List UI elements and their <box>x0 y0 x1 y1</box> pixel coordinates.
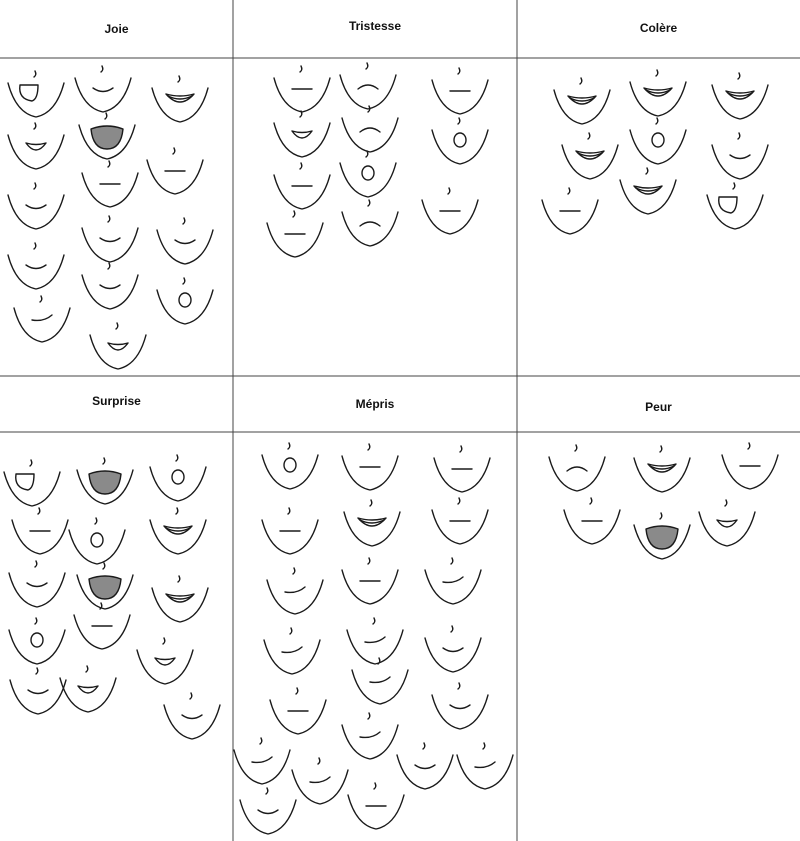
mouth-sketch-tristesse-8 <box>334 149 402 203</box>
header-mepris: Mépris <box>355 397 395 411</box>
mouth-sketch-mepris-9 <box>419 556 487 610</box>
mouth-sketch-mepris-21 <box>234 786 302 840</box>
mouth-sketch-surprise-2 <box>71 456 139 510</box>
mouth-sketch-peur-5 <box>628 511 696 565</box>
mouth-sketch-joie-11 <box>76 214 144 268</box>
mouth-sketch-surprise-12 <box>131 636 199 690</box>
mouth-sketch-colere-2 <box>624 68 692 122</box>
mouth-sketch-joie-4 <box>2 121 70 175</box>
mouth-sketch-mepris-8 <box>336 556 404 610</box>
mouth-sketch-colere-5 <box>624 116 692 170</box>
mouth-sketch-colere-1 <box>548 76 616 130</box>
mouth-sketch-mepris-6 <box>426 496 494 550</box>
mouth-sketch-tristesse-11 <box>336 198 404 252</box>
mouth-sketch-joie-15 <box>84 321 152 375</box>
mouth-sketch-mepris-20 <box>451 741 519 795</box>
mouth-sketch-surprise-15 <box>158 691 226 745</box>
header-joie: Joie <box>104 22 129 36</box>
header-tristesse: Tristesse <box>348 19 402 33</box>
header-colere: Colère <box>639 21 678 35</box>
header-surprise: Surprise <box>92 394 141 408</box>
mouth-sketch-joie-3 <box>146 74 214 128</box>
mouth-sketch-peur-4 <box>558 496 626 550</box>
mouth-sketch-surprise-10 <box>3 616 71 670</box>
mouth-sketch-joie-9 <box>151 216 219 270</box>
mouth-sketch-peur-1 <box>543 443 611 497</box>
mouth-sketch-mepris-1 <box>256 441 324 495</box>
mouth-sketch-mepris-7 <box>261 566 329 620</box>
mouth-sketch-tristesse-9 <box>416 186 484 240</box>
mouth-sketch-peur-6 <box>693 498 761 552</box>
mouth-sketch-joie-13 <box>8 294 76 348</box>
mouth-sketch-surprise-7 <box>3 559 71 613</box>
mouth-sketch-surprise-14 <box>54 664 122 718</box>
mouth-sketch-peur-2 <box>628 444 696 498</box>
mouth-sketch-surprise-9 <box>146 574 214 628</box>
mouth-sketch-mepris-13 <box>264 686 332 740</box>
mouth-sketch-mepris-14 <box>346 656 414 710</box>
mouth-sketch-joie-2 <box>69 64 137 118</box>
mouth-sketch-joie-14 <box>76 261 144 315</box>
mouth-sketch-mepris-4 <box>256 506 324 560</box>
mouth-sketch-joie-6 <box>141 146 209 200</box>
mouth-sketch-colere-3 <box>706 71 774 125</box>
mouth-sketch-tristesse-4 <box>268 109 336 163</box>
mouth-sketch-surprise-3 <box>144 453 212 507</box>
mouth-sketch-peur-3 <box>716 441 784 495</box>
mouth-sketch-tristesse-6 <box>426 116 494 170</box>
mouth-sketch-mepris-5 <box>338 498 406 552</box>
mouth-sketch-mepris-3 <box>428 444 496 498</box>
mouth-sketch-mepris-10 <box>258 626 326 680</box>
mouth-sketch-joie-8 <box>76 159 144 213</box>
mouth-sketch-surprise-11 <box>68 601 136 655</box>
mouth-sketch-joie-7 <box>2 181 70 235</box>
header-peur: Peur <box>645 400 672 414</box>
mouth-sketch-tristesse-10 <box>261 209 329 263</box>
mouth-sketch-mepris-12 <box>419 624 487 678</box>
mouth-sketch-colere-7 <box>536 186 604 240</box>
mouth-sketch-joie-10 <box>2 241 70 295</box>
mouth-sketch-joie-1 <box>2 69 70 123</box>
mouth-sketch-mepris-22 <box>342 781 410 835</box>
mouth-sketch-colere-8 <box>614 166 682 220</box>
mouth-sketch-joie-12 <box>151 276 219 330</box>
mouth-sketch-colere-6 <box>706 131 774 185</box>
mouth-sketch-mepris-15 <box>426 681 494 735</box>
mouth-sketch-joie-5 <box>73 111 141 165</box>
mouth-sketch-surprise-1 <box>0 458 66 512</box>
mouth-sketch-mepris-2 <box>336 442 404 496</box>
mouth-sketch-surprise-6 <box>144 506 212 560</box>
mouth-sketch-colere-9 <box>701 181 769 235</box>
mouth-sketch-tristesse-3 <box>426 66 494 120</box>
mouth-sketch-tristesse-7 <box>268 161 336 215</box>
